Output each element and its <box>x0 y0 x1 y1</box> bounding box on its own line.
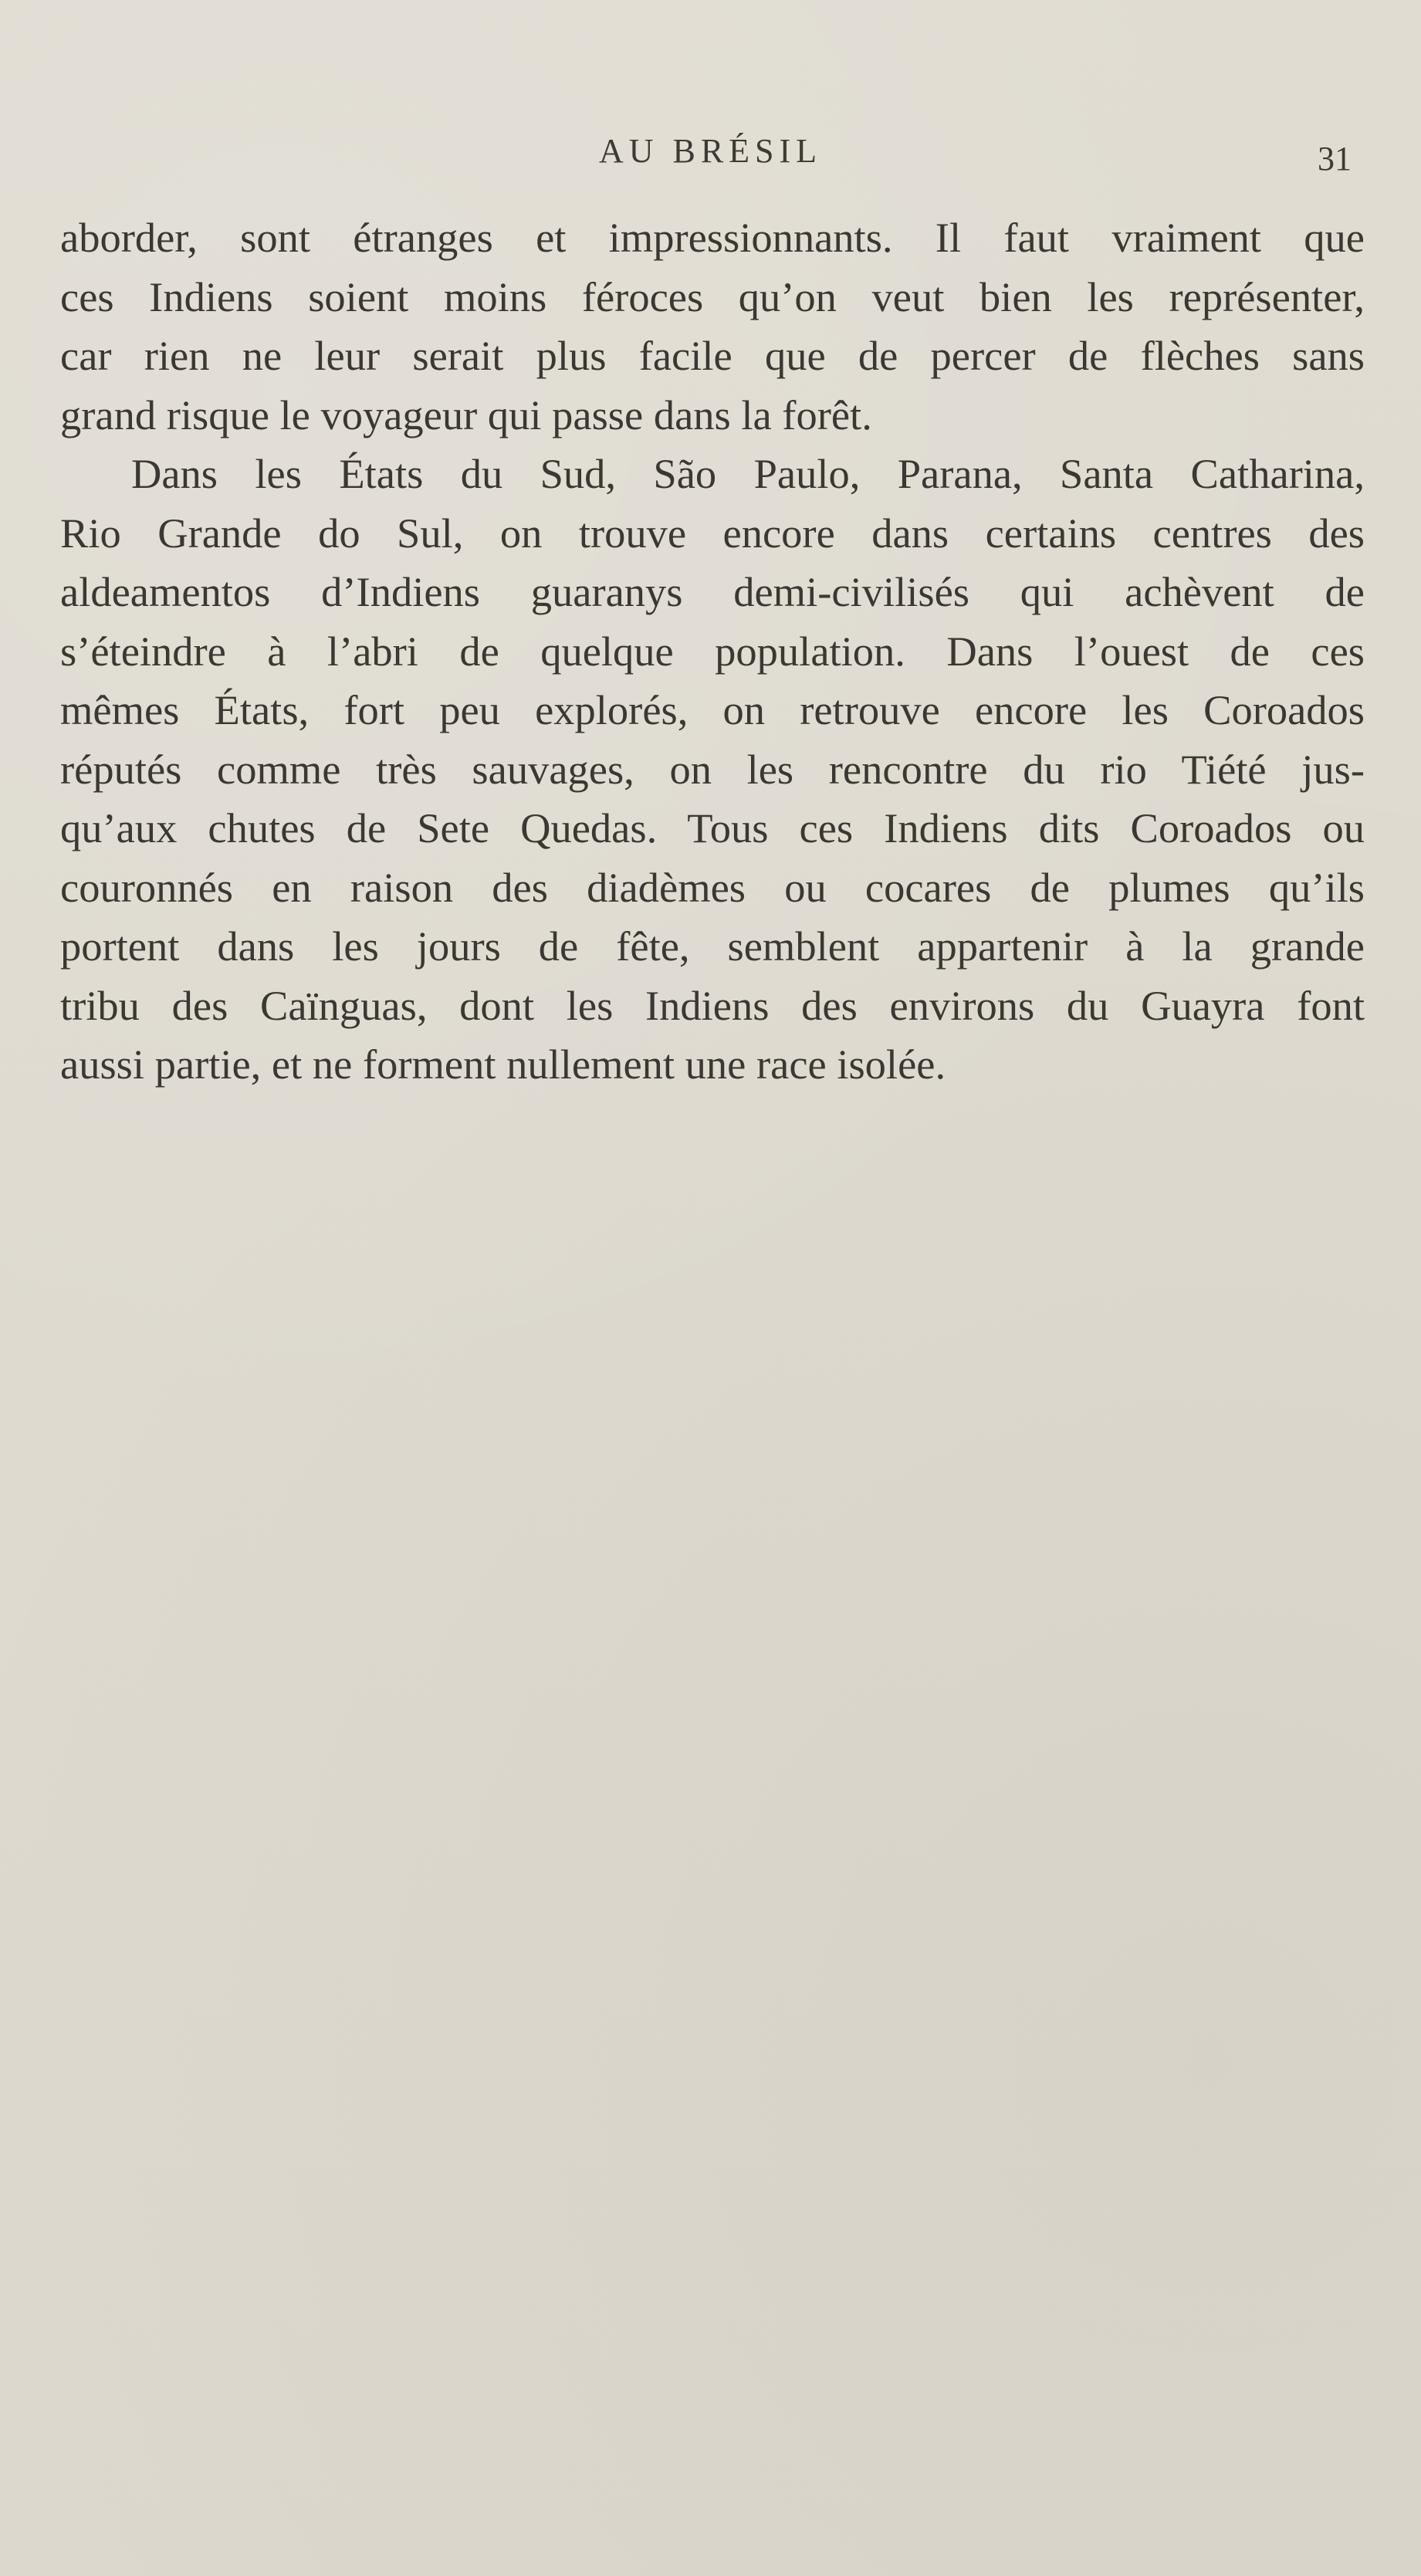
text-line: réputés comme très sauvages, on les rencontre du rio Tiété jus- <box>60 745 1365 793</box>
text-line: car rien ne leur serait plus facile que de percer de flèches sans <box>60 332 1365 379</box>
text-line: qu’aux chutes de Sete Quedas. Tous ces Indiens dits Coroados ou <box>60 804 1365 851</box>
paragraph-2 <box>60 445 1365 1095</box>
text-line: Rio Grande do Sul, on trouve encore dans certains centres des <box>60 509 1365 557</box>
text-line: grand risque le voyageur qui passe dans la forêt. <box>60 391 872 438</box>
text-line: aussi partie, et ne forment nullement une race isolée. <box>60 1041 946 1088</box>
text-line: ces Indiens soient moins féroces qu’on veut bien les représenter, <box>60 272 1365 320</box>
text-line: Dans les États du Sud, São Paulo, Parana, Santa Catharina, <box>131 450 1365 497</box>
text-line: portent dans les jours de fête, semblent appartenir à la grande <box>60 922 1365 970</box>
text-line: aborder, sont étranges et impressionnants. Il faut vraiment que <box>60 214 1365 261</box>
text-line: aldeamentos d’Indiens guaranys demi-civilisés qui achèvent de <box>60 568 1365 615</box>
body-text <box>60 208 1365 1095</box>
text-line: s’éteindre à l’abri de quelque population. Dans l’ouest de ces <box>60 627 1365 675</box>
text-line: couronnés en raison des diadèmes ou cocares de plumes qu’ils <box>60 863 1365 911</box>
running-title: AU BRÉSIL <box>598 132 823 170</box>
running-head <box>0 128 1421 178</box>
page-number: 31 <box>1318 140 1352 178</box>
paragraph-1 <box>60 208 1365 445</box>
text-line: mêmes États, fort peu explorés, on retrouve encore les Coroados <box>60 686 1365 733</box>
text-line: tribu des Caïnguas, dont les Indiens des environs du Guayra font <box>60 981 1365 1029</box>
